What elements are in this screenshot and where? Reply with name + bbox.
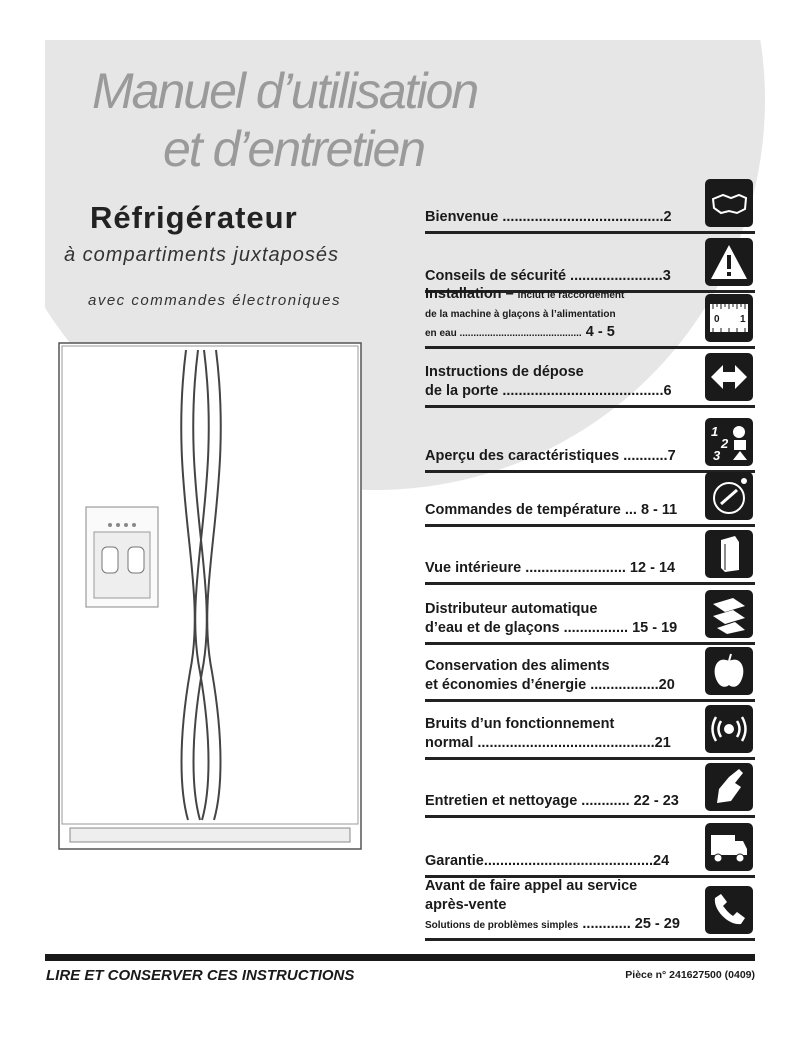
svg-text:1: 1 xyxy=(711,424,719,439)
toc-entry-text xyxy=(425,657,700,695)
shapes-icon xyxy=(705,418,753,466)
toc-entry[interactable] xyxy=(425,405,755,473)
toc-line: Commandes de température ... 8 - 11 xyxy=(425,502,678,518)
product-subtitle: à compartiments juxtaposés xyxy=(64,244,340,266)
toc-entry-text xyxy=(425,501,700,520)
toc-line: Distributeur automatique xyxy=(425,601,598,617)
toc-line: de la porte ........................................6 xyxy=(425,383,672,399)
toc-line: ............ 25 - 29 xyxy=(582,916,680,932)
ruler-icon xyxy=(705,294,753,342)
toc-line: d’eau et de glaçons ................ 15 - 19 xyxy=(425,620,678,636)
toc-entry-text xyxy=(425,792,700,811)
toc-entry-text xyxy=(425,600,700,638)
toc-line: après-vente xyxy=(425,897,507,913)
toc-entry[interactable] xyxy=(425,347,755,408)
toc-entry[interactable] xyxy=(425,757,755,818)
handshake-icon xyxy=(705,179,753,227)
title-line-1: Manuel d’utilisation xyxy=(92,63,478,119)
part-number: Pièce n° 241627500 (0409) xyxy=(625,969,755,981)
apple-icon xyxy=(705,647,753,695)
svg-text:2: 2 xyxy=(721,436,729,451)
toc-entry-text xyxy=(425,447,700,466)
toc-entry[interactable] xyxy=(425,815,755,878)
toc-entry[interactable] xyxy=(425,583,755,645)
ice-icon xyxy=(705,590,753,638)
toc-line: Installation – xyxy=(425,286,514,302)
svg-text:1: 1 xyxy=(740,314,746,325)
phone-icon xyxy=(705,886,753,934)
toc-entry[interactable] xyxy=(425,642,755,702)
toc-entry-text xyxy=(425,715,700,753)
toc-entry[interactable] xyxy=(425,232,755,293)
product-name: Réfrigérateur xyxy=(90,200,298,235)
toc-line: normal ............................................21 xyxy=(425,735,671,751)
toc-line: Instructions de dépose xyxy=(425,364,584,380)
svg-text:3: 3 xyxy=(713,448,721,462)
toc-line: et économies d’énergie .................20 xyxy=(425,677,675,693)
dial-icon xyxy=(705,472,753,520)
glove-icon xyxy=(705,763,753,811)
toc-line: Conseils de sécurité .......................3 xyxy=(425,268,671,284)
toc-entry-text xyxy=(425,267,700,286)
toc-line: 4 - 5 xyxy=(585,324,615,340)
toc-entry-text xyxy=(425,285,700,342)
toc-entry[interactable] xyxy=(425,173,755,234)
toc-line: Solutions de problèmes simples xyxy=(425,920,579,931)
toc-entry[interactable] xyxy=(425,525,755,585)
refrigerator-illustration xyxy=(58,342,363,852)
toc-line: inclut le raccordement xyxy=(517,290,625,301)
toc-entry-text xyxy=(425,363,700,401)
toc-entry-text xyxy=(425,877,700,934)
toc-entry[interactable] xyxy=(425,700,755,760)
toc-line: en eau ............................................ xyxy=(425,328,582,339)
toc-line: Garantie..........................................24 xyxy=(425,853,670,869)
sound-icon xyxy=(705,705,753,753)
toc-line: Aperçu des caractéristiques ...........7 xyxy=(425,448,676,464)
toc-line: Vue intérieure ......................... 12 - 14 xyxy=(425,560,676,576)
toc-entry[interactable] xyxy=(425,286,755,349)
toc-entry-text xyxy=(425,559,700,578)
toc-line: Bruits d’un fonctionnement xyxy=(425,716,615,732)
warning-icon xyxy=(705,238,753,286)
toc-line: Conservation des aliments xyxy=(425,658,610,674)
svg-text:0: 0 xyxy=(714,314,720,325)
truck-icon xyxy=(705,823,753,871)
fridge-interior-icon xyxy=(705,530,753,578)
toc-entry[interactable] xyxy=(425,876,755,941)
toc-entry-text xyxy=(425,852,700,871)
product-detail: avec commandes électroniques xyxy=(88,292,341,309)
toc-line: de la machine à glaçons à l’alimentation xyxy=(425,309,616,320)
footer-instructions: LIRE ET CONSERVER CES INSTRUCTIONS xyxy=(46,967,355,984)
toc-line: Entretien et nettoyage ............ 22 - 23 xyxy=(425,793,679,809)
toc-line: Bienvenue ........................................2 xyxy=(425,209,672,225)
footer-rule xyxy=(45,954,755,961)
toc-entry-text xyxy=(425,208,700,227)
double-arrow-icon xyxy=(705,353,753,401)
toc-entry[interactable] xyxy=(425,472,755,527)
toc-line: Avant de faire appel au service xyxy=(425,878,638,894)
title-line-2: et d’entretien xyxy=(163,121,425,177)
